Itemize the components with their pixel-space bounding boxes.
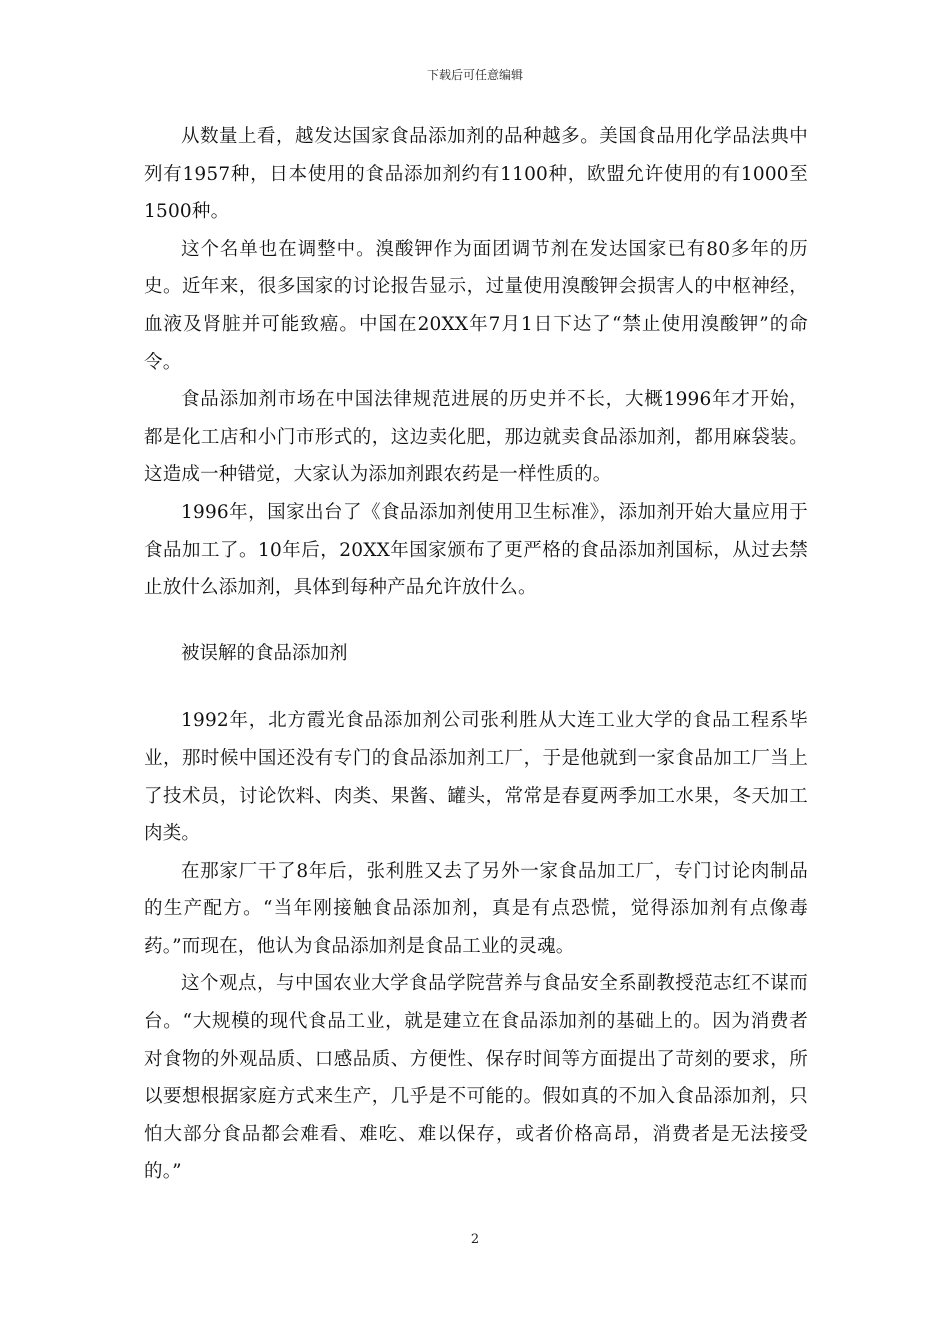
document-body [144, 118, 808, 1191]
page-header: 下载后可任意编辑 [426, 68, 523, 82]
paragraph: 1992年，北方霞光食品添加剂公司张利胜从大连工业大学的食品工程系毕业，那时候中国还没有专门的食品添加剂工厂，于是他就到一家食品加工厂当上了技术员，讨论饮料、肉类、果酱、罐头，常常是春夏两季加工水果，冬天加工肉类。 [144, 710, 808, 845]
paragraph: 这个观点，与中国农业大学食品学院营养与食品安全系副教授范志红不谋而台。“大规模的现代食品工业，就是建立在食品添加剂的基础上的。因为消费者对食物的外观品质、口感品质、方便性、保存时间等方面提出了苛刻的要求，所以要想根据家庭方式来生产，几乎是不可能的。假如真的不加入食品添加剂，只怕大部分食品都会难看、难吃、难以保存，或者价格高昂，消费者是无法接受的。” [144, 973, 808, 1183]
paragraph: 食品添加剂市场在中国法律规范进展的历史并不长，大概1996年才开始，都是化工店和小门市形式的，这边卖化肥，那边就卖食品添加剂，都用麻袋装。这造成一种错觉，大家认为添加剂跟农药是一样性质的。 [144, 389, 808, 486]
section-heading: 被误解的食品添加剂 [181, 642, 348, 664]
paragraph: 1996年，国家出台了《食品添加剂使用卫生标准》，添加剂开始大量应用于食品加工了。10年后，20XX年国家颁布了更严格的食品添加剂国标，从过去禁止放什么添加剂，具体到每种产品允许放什么。 [144, 501, 808, 599]
paragraph: 从数量上看，越发达国家食品添加剂的品种越多。美国食品用化学品法典中列有1957种，日本使用的食品添加剂约有1100种，欧盟允许使用的有1000至1500种。 [144, 126, 808, 223]
paragraph: 这个名单也在调整中。溴酸钾作为面团调节剂在发达国家已有80多年的历史。近年来，很多国家的讨论报告显示，过量使用溴酸钾会损害人的中枢神经，血液及肾脏并可能致癌。中国在20XX年7月1日下达了“禁止使用溴酸钾”的命令。 [144, 238, 808, 373]
paragraph: 在那家厂干了8年后，张利胜又去了另外一家食品加工厂，专门讨论肉制品的生产配方。“当年刚接触食品添加剂，真是有点恐慌，觉得添加剂有点像毒药。”而现在，他认为食品添加剂是食品工业的灵魂。 [144, 860, 808, 957]
page-number: 2 [470, 1232, 480, 1247]
